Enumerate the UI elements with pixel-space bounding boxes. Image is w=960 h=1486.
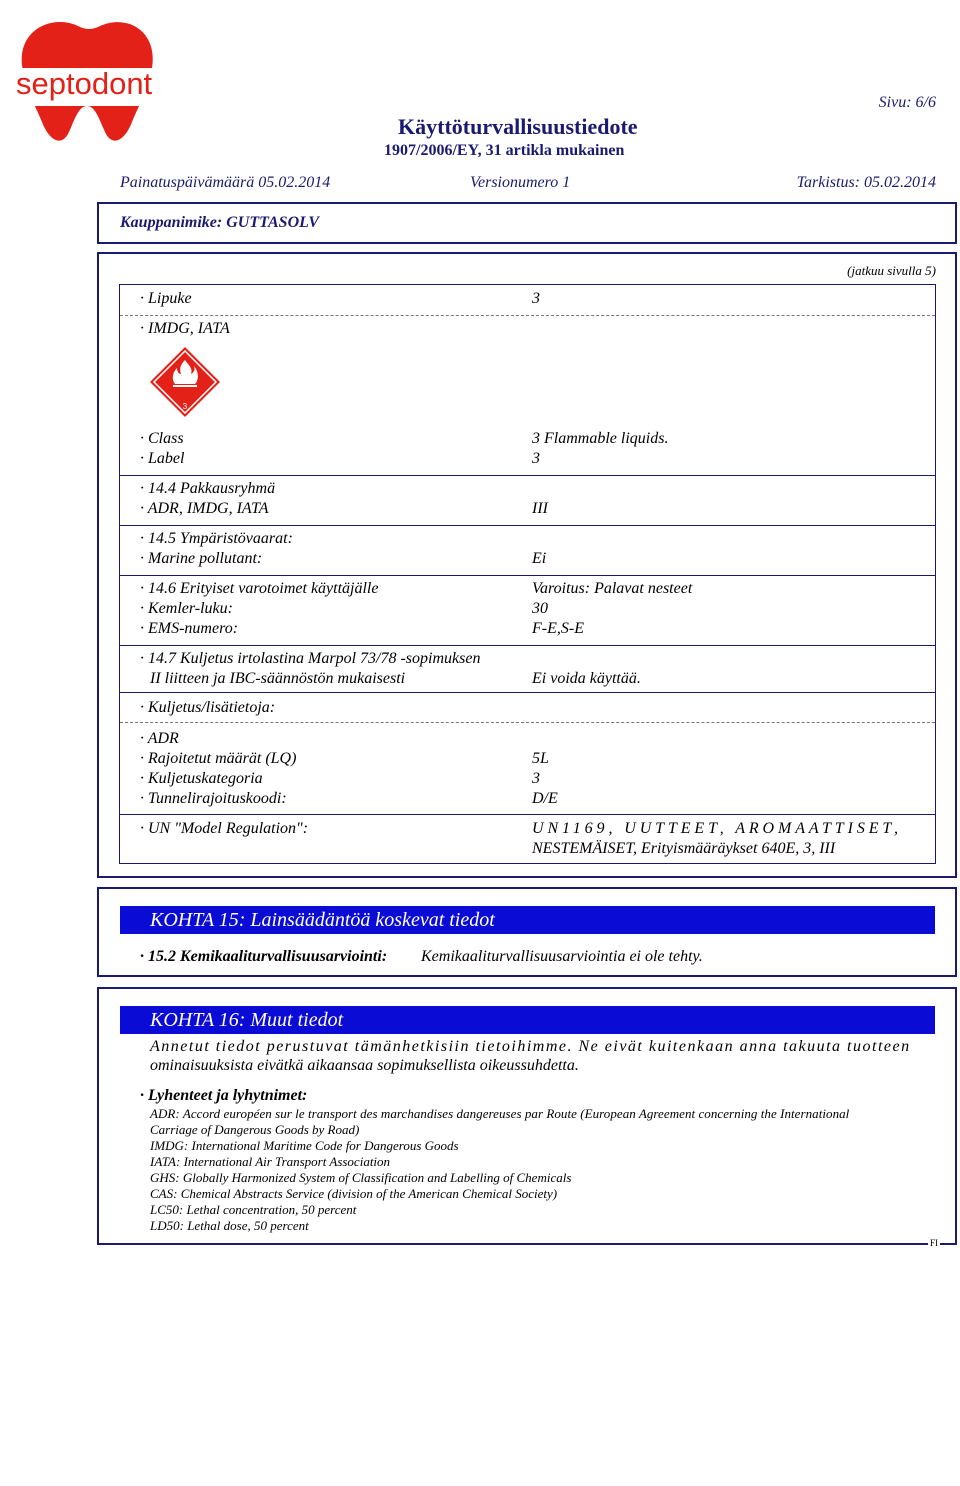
row-label-transport-info: · Kuljetus/lisätietoja: [140, 699, 276, 716]
row-label-class: · Class [140, 430, 184, 447]
revision-date: Tarkistus: 05.02.2014 [796, 174, 936, 191]
row-label-environment: · 14.5 Ympäristövaarat: [140, 530, 293, 547]
row-label-imdg-iata: · IMDG, IATA [140, 320, 230, 337]
row-separator [120, 692, 935, 693]
row-value-label: 3 [532, 450, 540, 467]
row-value-limited-quantities: 5L [532, 750, 549, 767]
row-separator [120, 814, 935, 815]
row-value-packing-group: III [532, 500, 548, 517]
row-value-un-model-2: NESTEMÄISET, Erityismääräykset 640E, 3, III [532, 840, 836, 857]
svg-text:3: 3 [182, 402, 188, 411]
abbreviations-title: · Lyhenteet ja lyhytnimet: [140, 1087, 308, 1104]
row-label-marpol-2: II liitteen ja IBC-säännöstön mukaisesti [150, 670, 406, 687]
row-label-label: · Label [140, 450, 185, 467]
row-label-special-precautions: · 14.6 Erityiset varotoimet käyttäjälle [140, 580, 379, 597]
row-separator [120, 475, 935, 476]
row-label-tunnel-code: · Tunnelirajoituskoodi: [140, 790, 287, 807]
septodont-logo [14, 10, 160, 150]
row-value-kemler: 30 [532, 600, 548, 617]
row-label-adr: · ADR [140, 730, 179, 747]
abbreviation-line: GHS: Globally Harmonized System of Classification and Labelling of Chemicals [150, 1170, 572, 1185]
section16-title: KOHTA 16: Muut tiedot [120, 1006, 935, 1034]
section15-title: KOHTA 15: Lainsäädäntöä koskevat tiedot [120, 906, 935, 934]
row-label-lipuke: · Lipuke [140, 290, 192, 307]
row-value-transport-category: 3 [532, 770, 540, 787]
row-label-ems: · EMS-numero: [140, 620, 239, 637]
language-code: FI [929, 1238, 938, 1248]
logo-text: septodont [16, 66, 153, 101]
row-label-limited-quantities: · Rajoitetut määrät (LQ) [140, 750, 297, 767]
row-separator [120, 525, 935, 526]
row-label-transport-category: · Kuljetuskategoria [140, 770, 263, 787]
dashed-separator [120, 722, 935, 723]
abbreviation-line: LD50: Lethal dose, 50 percent [150, 1218, 309, 1233]
row-value-ems: F-E,S-E [532, 620, 584, 637]
dashed-separator [120, 315, 935, 316]
section15-text: Kemikaaliturvallisuusarviointia ei ole tehty. [421, 948, 703, 965]
flammable-pictogram [149, 346, 221, 418]
row-label-adr-imdg-iata: · ADR, IMDG, IATA [140, 500, 269, 517]
print-date: Painatuspäivämäärä 05.02.2014 [120, 174, 331, 191]
section16-paragraph-line1: Annetut tiedot perustuvat tämänhetkisiin tietoihimme. Ne eivät kuitenkaan anna takuuta tuotteen [150, 1038, 911, 1055]
flammable-diamond-icon [149, 346, 221, 418]
row-value-marine-pollutant: Ei [532, 550, 547, 567]
row-separator [120, 575, 935, 576]
trade-name: Kauppanimike: GUTTASOLV [120, 214, 319, 231]
section15-label: · 15.2 Kemikaaliturvallisuusarviointi: [140, 948, 388, 965]
row-separator [120, 645, 935, 646]
row-value-tunnel-code: D/E [532, 790, 558, 807]
continued-note: (jatkuu sivulla 5) [847, 263, 936, 278]
row-label-marine-pollutant: · Marine pollutant: [140, 550, 263, 567]
abbreviation-line: ADR: Accord européen sur le transport des marchandises dangereuses par Route (European Agreement concerning the International [150, 1106, 850, 1121]
row-value-un-model-1: UN1169, UUTTEET, AROMAATTISET, [532, 820, 902, 837]
row-value-lipuke: 3 [532, 290, 540, 307]
document-subtitle: 1907/2006/EY, 31 artikla mukainen [384, 142, 625, 159]
row-label-packing-group: · 14.4 Pakkausryhmä [140, 480, 276, 497]
abbreviation-line: IATA: International Air Transport Association [150, 1154, 391, 1169]
abbreviation-line: Carriage of Dangerous Goods by Road) [150, 1122, 360, 1137]
abbreviation-line: CAS: Chemical Abstracts Service (division of the American Chemical Society) [150, 1186, 558, 1201]
row-label-marpol-1: · 14.7 Kuljetus irtolastina Marpol 73/78 -sopimuksen [140, 650, 481, 667]
row-value-class: 3 Flammable liquids. [532, 430, 669, 447]
abbreviation-line: LC50: Lethal concentration, 50 percent [150, 1202, 357, 1217]
abbreviation-line: IMDG: International Maritime Code for Dangerous Goods [150, 1138, 459, 1153]
row-label-un-model: · UN "Model Regulation": [140, 820, 309, 837]
row-value-special-precautions: Varoitus: Palavat nesteet [532, 580, 693, 597]
section16-paragraph-line2: ominaisuuksista eivätkä aikaansaa sopimuksellista oikeussuhdetta. [150, 1057, 579, 1074]
row-value-marpol: Ei voida käyttää. [532, 670, 641, 687]
document-title: Käyttöturvallisuustiedote [398, 114, 638, 139]
version-number: Versionumero 1 [470, 174, 571, 191]
row-label-kemler: · Kemler-luku: [140, 600, 233, 617]
page-number: Sivu: 6/6 [878, 94, 936, 111]
